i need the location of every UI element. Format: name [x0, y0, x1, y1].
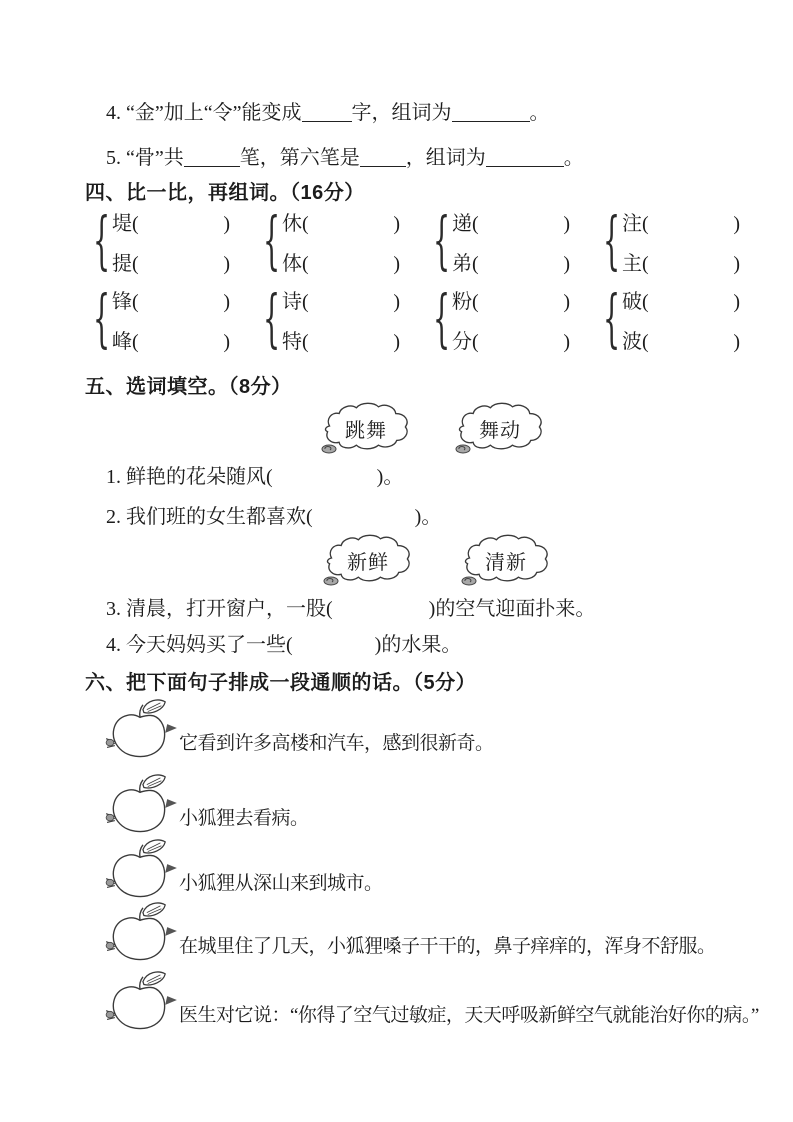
answer-blank[interactable]	[313, 509, 415, 523]
q5-blank-2[interactable]	[360, 148, 406, 167]
q5-blank-1[interactable]	[184, 148, 240, 167]
item-text-post: )。	[414, 506, 442, 528]
fill-item-4	[106, 628, 461, 657]
open-paren: (	[302, 253, 309, 275]
close-paren: )	[393, 331, 400, 353]
open-paren: (	[472, 213, 479, 235]
close-paren: )	[563, 291, 570, 313]
pair-char: 弟	[452, 253, 472, 275]
brace-icon: {	[93, 205, 111, 278]
apple-arrow-icon	[103, 970, 179, 1034]
q5-blank-3[interactable]	[486, 148, 564, 167]
q5-text-mid1: 笔，第六笔是	[239, 147, 360, 169]
snail-blob-icon	[320, 443, 338, 454]
apple-arrow-icon	[103, 773, 179, 837]
pair-char: 递	[452, 213, 472, 235]
item-text-post: )的水果。	[374, 634, 462, 656]
apple-arrow-icon	[103, 698, 179, 762]
sentence-text: 它看到许多高楼和汽车，感到很新奇。	[179, 733, 494, 754]
q4-text-end: 。	[529, 102, 550, 124]
brace-icon: {	[93, 283, 111, 356]
pair-char: 波	[622, 331, 642, 353]
word-pair-group	[433, 205, 570, 278]
item-text-pre: 4. 今天妈妈买了一些(	[106, 634, 293, 656]
q4-text-mid: 字，组词为	[351, 102, 452, 124]
open-paren: (	[642, 253, 649, 275]
snail-blob-icon	[454, 443, 472, 454]
fill-item-3	[106, 592, 595, 621]
word-bank-word: 跳舞	[345, 420, 387, 442]
q5-text-end: 。	[563, 147, 584, 169]
open-paren: (	[302, 213, 309, 235]
close-paren: )	[223, 331, 230, 353]
answer-blank[interactable]	[293, 637, 375, 651]
section5-title: 五、选词填空。（8分）	[85, 376, 292, 398]
pair-char: 堤	[112, 213, 132, 235]
fill-item-1	[106, 460, 403, 489]
open-paren: (	[132, 253, 139, 275]
q4-blank-2[interactable]	[452, 103, 530, 122]
section4-title: 四、比一比，再组词。（16分）	[85, 182, 365, 204]
word-pair-group	[93, 205, 230, 278]
item-text-pre: 2. 我们班的女生都喜欢(	[106, 506, 313, 528]
word-pair-group	[263, 205, 400, 278]
word-bubble-wudong	[452, 402, 548, 450]
item-text-pre: 3. 清晨，打开窗户，一股(	[106, 598, 333, 620]
close-paren: )	[393, 213, 400, 235]
section6-title: 六、把下面句子排成一段通顺的话。（5分）	[85, 672, 477, 694]
question-4-line	[106, 96, 550, 125]
pair-char: 提	[112, 253, 132, 275]
snail-blob-icon	[460, 575, 478, 586]
snail-blob-icon	[322, 575, 340, 586]
word-pair-group	[263, 283, 400, 356]
word-pair-group	[603, 205, 740, 278]
open-paren: (	[132, 291, 139, 313]
sentence-text: 小狐狸去看病。	[179, 808, 309, 829]
brace-icon: {	[263, 283, 281, 356]
close-paren: )	[563, 331, 570, 353]
answer-blank[interactable]	[333, 601, 429, 615]
item-text-pre: 1. 鲜艳的花朵随风(	[106, 466, 273, 488]
brace-icon: {	[433, 205, 451, 278]
close-paren: )	[223, 291, 230, 313]
open-paren: (	[132, 331, 139, 353]
open-paren: (	[472, 331, 479, 353]
apple-arrow-icon	[103, 838, 179, 902]
pair-char: 分	[452, 331, 472, 353]
open-paren: (	[472, 291, 479, 313]
word-bank-word: 清新	[485, 552, 527, 574]
apple-arrow-icon	[103, 901, 179, 965]
close-paren: )	[223, 213, 230, 235]
word-pair-group	[603, 283, 740, 356]
pair-char: 注	[622, 213, 642, 235]
answer-blank[interactable]	[273, 469, 377, 483]
q5-text-mid2: ，组词为	[405, 147, 486, 169]
close-paren: )	[223, 253, 230, 275]
item-text-post: )的空气迎面扑来。	[428, 598, 596, 620]
pair-char: 休	[282, 213, 302, 235]
brace-icon: {	[263, 205, 281, 278]
close-paren: )	[733, 331, 740, 353]
word-bank-word: 新鲜	[347, 552, 389, 574]
close-paren: )	[563, 213, 570, 235]
q4-blank-1[interactable]	[302, 103, 352, 122]
pair-char: 特	[282, 331, 302, 353]
close-paren: )	[733, 213, 740, 235]
brace-icon: {	[603, 205, 621, 278]
sentence-text: 医生对它说：“你得了空气过敏症，天天呼吸新鲜空气就能治好你的病。”	[179, 1005, 759, 1026]
word-bubble-qingxin	[458, 534, 554, 582]
close-paren: )	[563, 253, 570, 275]
question-5-line	[106, 141, 584, 170]
open-paren: (	[642, 291, 649, 313]
pair-char: 主	[622, 253, 642, 275]
open-paren: (	[302, 291, 309, 313]
q4-text-pre: 4. “金”加上“令”能变成	[106, 102, 302, 124]
brace-icon: {	[433, 283, 451, 356]
item-text-post: )。	[376, 466, 404, 488]
close-paren: )	[733, 253, 740, 275]
word-pair-group	[93, 283, 230, 356]
sentence-text: 小狐狸从深山来到城市。	[179, 873, 383, 894]
q5-text-pre: 5. “骨”共	[106, 147, 184, 169]
pair-char: 粉	[452, 291, 472, 313]
open-paren: (	[302, 331, 309, 353]
close-paren: )	[393, 291, 400, 313]
word-bank-word: 舞动	[479, 420, 521, 442]
pair-char: 体	[282, 253, 302, 275]
pair-char: 诗	[282, 291, 302, 313]
open-paren: (	[642, 213, 649, 235]
word-pair-group	[433, 283, 570, 356]
fill-item-2	[106, 500, 441, 529]
word-bubble-tiaowu	[318, 402, 414, 450]
pair-char: 锋	[112, 291, 132, 313]
brace-icon: {	[603, 283, 621, 356]
pair-char: 破	[622, 291, 642, 313]
pair-char: 峰	[112, 331, 132, 353]
open-paren: (	[642, 331, 649, 353]
open-paren: (	[472, 253, 479, 275]
close-paren: )	[393, 253, 400, 275]
sentence-text: 在城里住了几天，小狐狸嗓子干干的，鼻子痒痒的，浑身不舒服。	[179, 936, 716, 957]
open-paren: (	[132, 213, 139, 235]
close-paren: )	[733, 291, 740, 313]
word-bubble-xinxian	[320, 534, 416, 582]
